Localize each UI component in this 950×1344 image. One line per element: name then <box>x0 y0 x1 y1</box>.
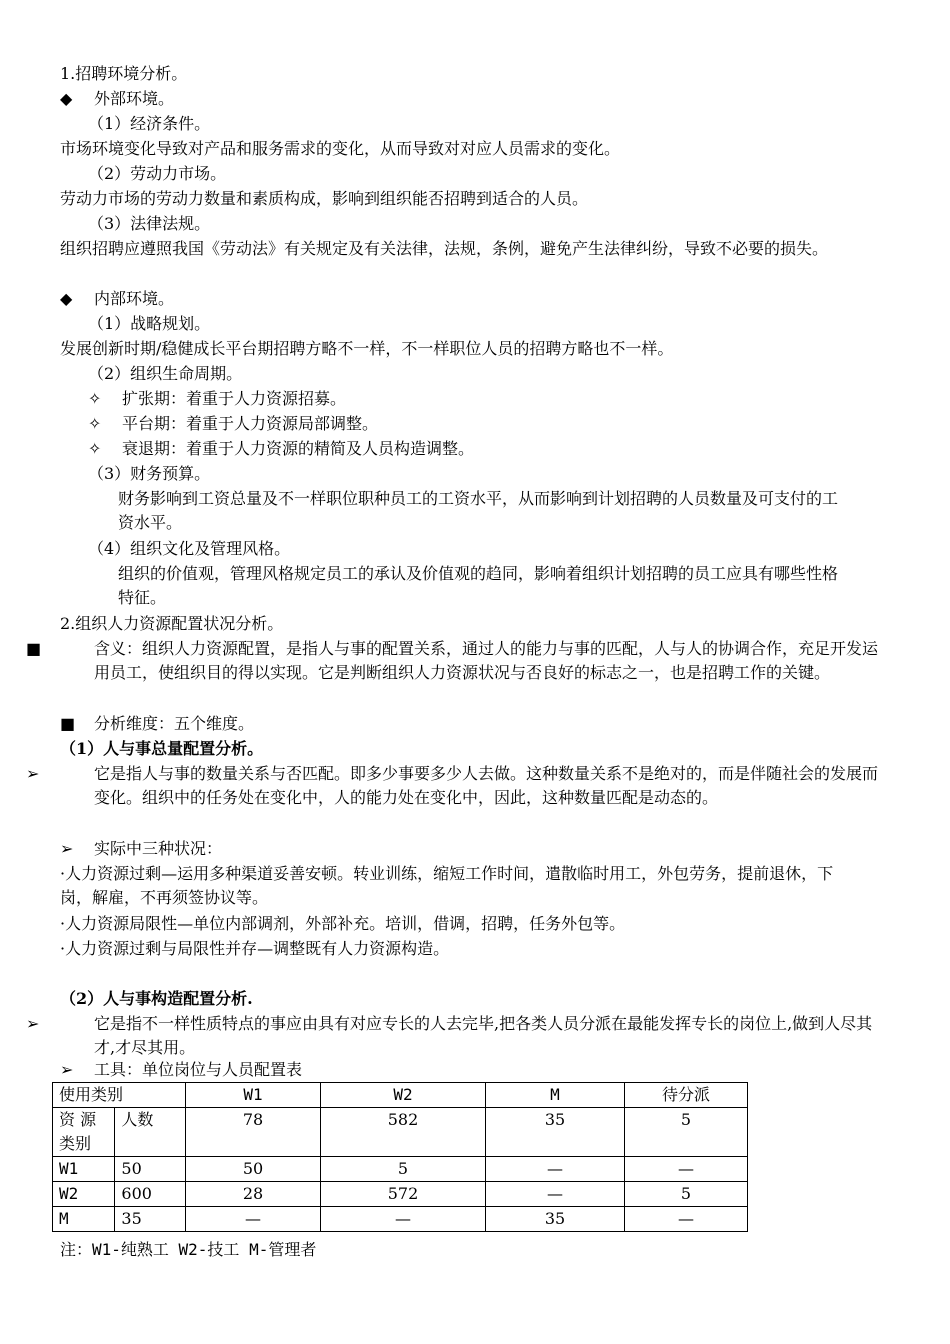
table-cell: 资 源类别 <box>53 1108 115 1157</box>
table-cell: 35 <box>486 1207 625 1232</box>
table-cell: 5 <box>321 1157 486 1182</box>
arrow-bullet-icon: ➢ <box>26 1014 40 1033</box>
paragraph-law: 组织招聘应遵照我国《劳动法》有关规定及有关法律，法规，条例，避免产生法律纠纷，导致不必要的损失。 <box>60 239 829 258</box>
table-cell: M <box>486 1083 625 1108</box>
subheading-strategy: （1）战略规划。 <box>88 314 211 333</box>
lifecycle-item-decline: ✧ 衰退期：着重于人力资源的精简及人员构造调整。 <box>88 437 878 461</box>
table-cell: W1 <box>53 1157 115 1182</box>
table-cell: 50 <box>115 1157 186 1182</box>
table-cell: 50 <box>186 1157 321 1182</box>
external-env-item: ◆ 外部环境。 <box>60 87 850 111</box>
definition-item: ■ 含义：组织人力资源配置，是指人与事的配置关系，通过人的能力与事的匹配，人与人的协调合作，充足开发运用员工，使组织目的得以实现。它是判断组织人力资源状况与否良好的标志之一，也是招聘工作的关键。 <box>26 639 879 682</box>
tool-item: ➢ 工具：单位岗位与人员配置表 <box>60 1058 850 1082</box>
table-cell: 5 <box>625 1108 748 1157</box>
paragraph-labor-market: 劳动力市场的劳动力数量和素质构成，影响到组织能否招聘到适合的人员。 <box>60 189 589 208</box>
table-cell: W2 <box>53 1182 115 1207</box>
three-situations-item: ➢ 实际中三种状况： <box>60 837 850 861</box>
situation-surplus: ·人力资源过剩—运用多种渠道妥善安顿。转业训练，缩短工作时间，遣散临时用工，外包劳务，提前退休，下岗，解雇，不再须签协议等。 <box>60 864 834 907</box>
situation-shortage: ·人力资源局限性—单位内部调剂，外部补充。培训，借调，招聘，任务外包等。 <box>60 914 626 933</box>
subheading-culture: （4）组织文化及管理风格。 <box>88 539 291 558</box>
table-cell: 5 <box>625 1182 748 1207</box>
table-header-row <box>53 1083 748 1108</box>
lifecycle-item-platform: ✧ 平台期：着重于人力资源局部调整。 <box>88 412 878 436</box>
arrow-bullet-icon: ➢ <box>26 764 40 783</box>
paragraph-budget: 财务影响到工资总量及不一样职位职种员工的工资水平，从而影响到计划招聘的人员数量及可支付的工资水平。 <box>118 489 839 532</box>
arrow-bullet-icon: ➢ <box>60 839 74 858</box>
paragraph-economy: 市场环境变化导致对产品和服务需求的变化，从而导致对对应人员需求的变化。 <box>60 139 621 158</box>
structure-config-point: ➢ 它是指不一样性质特点的事应由具有对应专长的人去完毕,把各类人员分派在最能发挥专长的岗位上,做到人尽其才,才尽其用。 <box>26 1014 873 1057</box>
table-cell: 35 <box>486 1108 625 1157</box>
subheading-total-config: （1）人与事总量配置分析。 <box>60 739 264 758</box>
square-bullet-icon: ■ <box>26 639 42 658</box>
staffing-table <box>52 1082 748 1232</box>
paragraph-strategy: 发展创新时期/稳健成长平台期招聘方略不一样，不一样职位人员的招聘方略也不一样。 <box>60 339 674 358</box>
table-cell: 28 <box>186 1182 321 1207</box>
table-cell: — <box>321 1207 486 1232</box>
situation-mixed: ·人力资源过剩与局限性并存—调整既有人力资源构造。 <box>60 939 450 958</box>
subheading-lifecycle: （2）组织生命周期。 <box>88 364 243 383</box>
subheading-labor-market: （2）劳动力市场。 <box>88 164 227 183</box>
table-cell: 待分派 <box>625 1083 748 1108</box>
table-cell: 78 <box>186 1108 321 1157</box>
star-bullet-icon: ✧ <box>88 414 102 433</box>
table-cell: — <box>625 1157 748 1182</box>
table-cell: — <box>486 1182 625 1207</box>
table-cell: 572 <box>321 1182 486 1207</box>
diamond-bullet-icon: ◆ <box>60 289 73 308</box>
table-note: 注：W1-纯熟工 W2-技工 M-管理者 <box>60 1240 317 1259</box>
subheading-economy: （1）经济条件。 <box>88 114 211 133</box>
table-cell: — <box>486 1157 625 1182</box>
subheading-structure-config: （2）人与事构造配置分析. <box>60 989 253 1008</box>
heading-recruitment-env: 1.招聘环境分析。 <box>60 64 188 83</box>
dimension-item: ■ 分析维度：五个维度。 <box>60 712 850 736</box>
table-cell: 582 <box>321 1108 486 1157</box>
arrow-bullet-icon: ➢ <box>60 1060 74 1079</box>
table-cell: 600 <box>115 1182 186 1207</box>
table-cell: — <box>186 1207 321 1232</box>
total-config-point: ➢ 它是指人与事的数量关系与否匹配。即多少事要多少人去做。这种数量关系不是绝对的，而是伴随社会的发展而变化。组织中的任务处在变化中，人的能力处在变化中，因此，这种数量匹配是动态的。 <box>26 764 879 807</box>
internal-env-item: ◆ 内部环境。 <box>60 287 850 311</box>
heading-hr-config: 2.组织人力资源配置状况分析。 <box>60 614 284 633</box>
table-cell: 人数 <box>115 1108 186 1157</box>
table-cell: 使用类别 <box>53 1083 186 1108</box>
table-cell: 35 <box>115 1207 186 1232</box>
table-row <box>53 1182 748 1207</box>
table-row <box>53 1207 748 1232</box>
square-bullet-icon: ■ <box>60 714 76 733</box>
subheading-law: （3）法律法规。 <box>88 214 211 233</box>
table-row <box>53 1108 748 1157</box>
star-bullet-icon: ✧ <box>88 389 102 408</box>
table-cell: M <box>53 1207 115 1232</box>
star-bullet-icon: ✧ <box>88 439 102 458</box>
paragraph-culture: 组织的价值观，管理风格规定员工的承认及价值观的趋同，影响着组织计划招聘的员工应具有哪些性格特征。 <box>118 564 839 607</box>
table-cell: — <box>625 1207 748 1232</box>
subheading-budget: （3）财务预算。 <box>88 464 211 483</box>
diamond-bullet-icon: ◆ <box>60 89 73 108</box>
table-row <box>53 1157 748 1182</box>
lifecycle-item-expansion: ✧ 扩张期：着重于人力资源招募。 <box>88 387 878 411</box>
table-cell: W1 <box>186 1083 321 1108</box>
table-cell: W2 <box>321 1083 486 1108</box>
